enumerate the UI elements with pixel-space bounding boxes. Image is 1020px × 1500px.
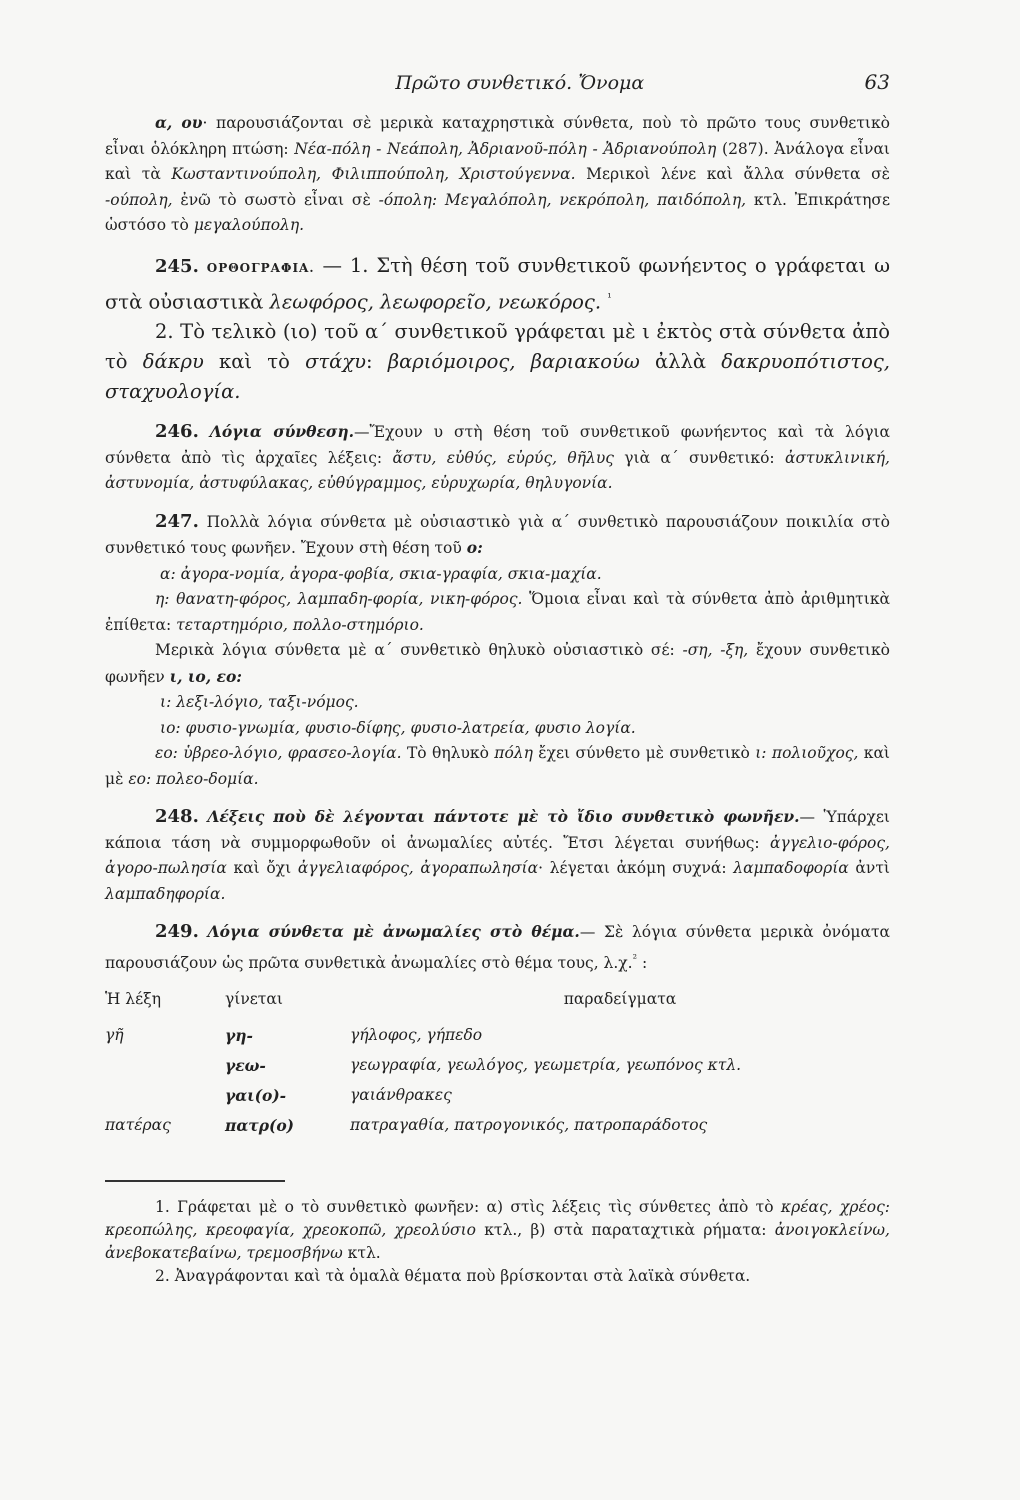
example-line-eo: εο: ὑβρεο-λόγιο, φρασεο-λογία. Τὸ θηλυκὸ πόλη ἔχει σύνθετο μὲ συνθετικὸ ι: πολιοῦχος, καὶ μὲ εο: πολεο-δομία. (105, 744, 891, 788)
running-header (105, 70, 890, 110)
section-247: 247. Πολλὰ λόγια σύνθετα μὲ οὐσιαστικὸ γιὰ α΄ συνθετικὸ παρουσιάζουν ποικιλία στὸ συνθετικό τους φωνῆεν. Ἔχουν στὴ θέση τοῦ ο: (105, 510, 890, 557)
table-cell: γήλοφος, γήπεδο (350, 1026, 483, 1045)
section-245-item-2: 2. Τὸ τελικὸ (ιο) τοῦ α΄ συνθετικοῦ γράφεται μὲ ι ἐκτὸς στὰ σύνθετα ἀπὸ τὸ δάκρυ καὶ τὸ στάχυ: βαριόμοιρος, βαριακούω ἀλλὰ δακρυοπότιστος, σταχυολογία. (105, 320, 890, 403)
table-header-row (105, 990, 890, 1026)
section-246: 246. Λόγια σύνθεση.—Ἔχουν υ στὴ θέση τοῦ συνθετικοῦ φωνήεντος καὶ τὰ λόγια σύνθετα ἀπὸ τὶς ἀρχαῖες λέξεις: ἄστυ, εὐθύς, εὐρύς, θῆλυς γιὰ α΄ συνθετικό: ἀστυκλινική, ἀστυνομία, ἀστυφύλακας, εὐθύγραμμος, εὐρυχωρία, θηλυγονία. (105, 421, 890, 492)
table-cell: γῆ (105, 1026, 124, 1045)
section-title: ΟΡΘΟΓΡΑΦΙΑ. (206, 260, 315, 275)
footnote-divider (105, 1180, 285, 1182)
running-title: Πρῶτο συνθετικό. Ὄνομα (395, 72, 645, 94)
table-cell: πατρ(ο) (225, 1116, 295, 1136)
section-number: 245. (155, 255, 199, 277)
book-page (105, 70, 890, 1288)
section-title: Λόγια σύνθετα μὲ ἀνωμαλίες στὸ θέμα. (207, 922, 580, 941)
table-header: γίνεται (225, 990, 283, 1009)
table-cell: γη- (225, 1026, 253, 1046)
section-title: Λόγια σύνθεση. (209, 422, 355, 441)
table-cell: γεωγραφία, γεωλόγος, γεωμετρία, γεωπόνος κτλ. (350, 1056, 742, 1075)
section-number: 249. (155, 921, 199, 942)
footnote-2: 2. Ἀναγράφονται καὶ τὰ ὁμαλὰ θέματα ποὺ βρίσκονται στὰ λαϊκὰ σύνθετα. (155, 1267, 751, 1286)
section-number: 248. (155, 806, 199, 827)
section-247-para-2: Μερικὰ λόγια σύνθετα μὲ α΄ συνθετικὸ θηλυκὸ οὐσιαστικὸ σέ: -ση, -ξη, ἔχουν συνθετικὸ φωνῆεν ι, ιο, εο: (105, 641, 891, 686)
page-number: 63 (864, 70, 890, 94)
table-cell: πατέρας (105, 1116, 171, 1135)
table-row (105, 1086, 890, 1116)
section-number: 247. (155, 510, 199, 532)
table-cell: γαιάνθρακες (350, 1086, 452, 1105)
section-number: 246. (155, 421, 199, 442)
table-cell: πατραγαθία, πατρογονικός, πατροπαράδοτος (350, 1116, 708, 1135)
section-249: 249. Λόγια σύνθετα μὲ ἀνωμαλίες στὸ θέμα.— Σὲ λόγια σύνθετα μερικὰ ὀνόματα παρουσιάζουν ὡς πρῶτα συνθετικὰ ἀνωμαλίες στὸ θέμα τους, λ.χ.$^{^2}$ : (105, 921, 890, 972)
table-row (105, 1026, 890, 1056)
table-cell (105, 1056, 225, 1086)
example-line-i: ι: λεξι-λόγιο, ταξι-νόμος. (160, 693, 359, 711)
footnote-ref: ¹ (607, 290, 612, 304)
footnotes (105, 1196, 890, 1288)
table-row (105, 1056, 890, 1086)
table-row (105, 1116, 890, 1146)
stem-table (105, 990, 890, 1146)
intro-paragraph: α, ου· παρουσιάζονται σὲ μερικὰ καταχρηστικὰ σύνθετα, ποὺ τὸ πρῶτο τους συνθετικὸ εἶναι ὁλόκληρη πτώση: Νέα-πόλη - Νεάπολη, Ἀδριανοῦ-πόλη - Ἀδριανούπολη (287). Ἀνάλογα εἶναι καὶ τὰ Κωσταντινούπολη, Φιλιππούπολη, Χριστούγεννα. Μερικοὶ λένε καὶ ἄλλα σύνθετα σὲ -ούπολη, ἐνῶ τὸ σωστὸ εἶναι σὲ -όπολη: Μεγαλόπολη, νεκρόπολη, παιδόπολη, κτλ. Ἐπικράτησε ὡστόσο τὸ μεγαλούπολη. (105, 113, 891, 234)
section-248: 248. Λέξεις ποὺ δὲ λέγονται πάντοτε μὲ τὸ ἴδιο συνθετικὸ φωνῆεν.— Ὑπάρχει κάποια τάση νὰ συμμορφωθοῦν οἱ ἀνωμαλίες αὐτές. Ἔτσι λέγεται συνήθως: ἀγγελιο-φόρος, ἀγορο-πωλησία καὶ ὄχι ἀγγελιαφόρος, ἀγοραπωλησία· λέγεται ἀκόμη συχνά: λαμπαδοφορία ἀντὶ λαμπαδηφορία. (105, 806, 890, 903)
table-cell: γεω- (225, 1056, 266, 1076)
table-cell (105, 1086, 225, 1116)
footnote-1: 1. Γράφεται μὲ ο τὸ συνθετικὸ φωνῆεν: α) στὶς λέξεις τὶς σύνθετες ἀπὸ τὸ κρέας, χρέος: κρεοπώλης, κρεοφαγία, χρεοκοπῶ, χρεολύσιο κτλ., β) στὰ παραταχτικὰ ρήματα: ἀνοιγοκλείνω, ἀνεβοκατεβαίνω, τρεμοσβήνω κτλ. (105, 1198, 890, 1263)
footnote-ref: ² (632, 951, 638, 965)
example-line-a: α: ἀγορα-νομία, ἀγορα-φοβία, σκια-γραφία, σκια-μαχία. (160, 564, 602, 583)
table-cell: γαι(ο)- (225, 1086, 287, 1106)
section-title: Λέξεις ποὺ δὲ λέγονται πάντοτε μὲ τὸ ἴδιο συνθετικὸ φωνῆεν. (207, 807, 800, 826)
section-245: 245. ΟΡΘΟΓΡΑΦΙΑ. — 1. Στὴ θέση τοῦ συνθετικοῦ φωνήεντος ο γράφεται ω στὰ οὐσιαστικὰ λεωφόρος, λεωφορεῖο, νεωκόρος. $^{^1}$ (105, 253, 890, 313)
table-header: παραδείγματα (563, 990, 677, 1009)
example-line-h: η: θανατη-φόρος, λαμπαδη-φορία, νικη-φόρος. Ὅμοια εἶναι καὶ τὰ σύνθετα ἀπὸ ἀριθμητικὰ ἐπίθετα: τεταρτημόριο, πολλο-στημόριο. (105, 590, 890, 634)
example-line-io: ιο: φυσιο-γνωμία, φυσιο-δίφης, φυσιο-λατρεία, φυσιο λογία. (160, 718, 636, 737)
table-header: Ἡ λέξη (105, 990, 161, 1009)
